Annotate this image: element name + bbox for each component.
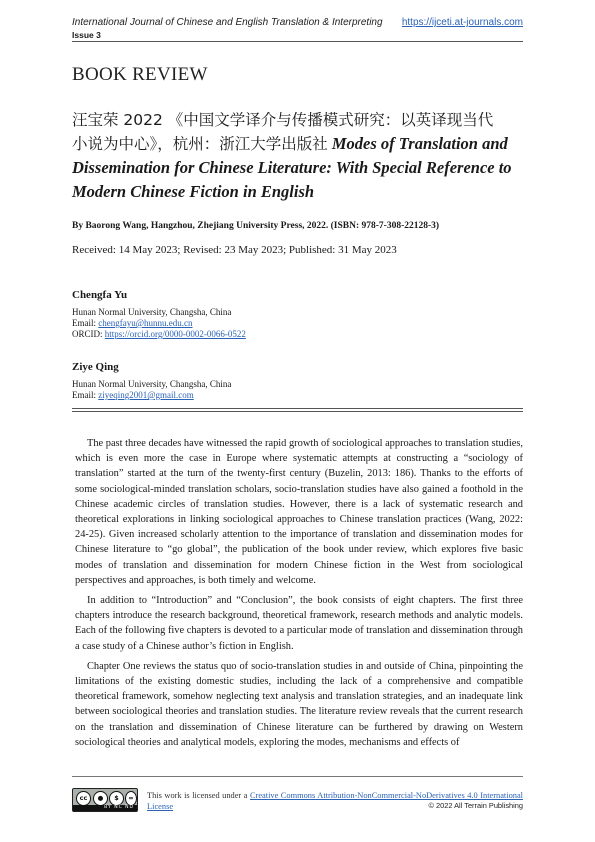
section-divider — [72, 408, 523, 412]
orcid-label: ORCID: — [72, 329, 103, 339]
body-paragraph: In addition to “Introduction” and “Conclusion”, the book consists of eight chapters. The first three chapters introduce the research background, theoretical framework, research methods and analytic models. Each of the following five chapters is devoted to a particular mode of translation and dissemination through a case study of a Chinese author’s fiction in English. — [75, 595, 523, 652]
journal-url-link[interactable]: https://ijceti.at-journals.com — [401, 17, 523, 28]
badge-strip: BY NC ND — [73, 805, 137, 811]
author-email-line — [72, 318, 246, 329]
journal-name: International Journal of Chinese and English Translation & Interpreting — [72, 17, 383, 28]
title-chinese-line-2: 小说为中心》，杭州：浙江大学出版社 — [72, 135, 328, 153]
issue-number: Issue 3 — [72, 30, 101, 40]
running-header — [72, 17, 523, 40]
email-label: Email: — [72, 318, 96, 328]
author-block — [72, 290, 246, 340]
book-citation: By Baorong Wang, Hangzhou, Zhejiang University Press, 2022. (ISBN: 978-7-308-22128-3) — [72, 221, 440, 231]
attribution-person-icon: ● — [93, 791, 108, 806]
title-chinese-line-1: 汪宝荣 2022 《中国文学译介与传播模式研究：以英译现当代 — [72, 111, 494, 129]
author-email-link[interactable]: ziyeqing2001@gmail.com — [98, 390, 194, 400]
author-email-line — [72, 390, 231, 401]
license-link[interactable]: Creative Commons Attribution-NonCommercial-NoDerivatives 4.0 International License — [147, 791, 523, 811]
article-dates: Received: 14 May 2023; Revised: 23 May 2023; Published: 31 May 2023 — [72, 244, 397, 256]
author-email-link[interactable]: chengfayu@hunnu.edu.cn — [98, 318, 193, 328]
body-paragraph: Chapter One reviews the status quo of socio-translation studies in and outside of China, pinpointing the limitations of the existing domestic studies, including the lack of a comprehensive and compatible theoretical framework, somehow neglecting text analysis and translation strategies, and an inadequate link between sociological theories and translation studies. The literature review reveals that the current research on the translation and dissemination of Chinese literature can be furthered by drawing on Western sociological theories and analytical models, exploring the modes, mechanisms and effects of — [75, 660, 523, 748]
author-name: Chengfa Yu — [72, 289, 128, 301]
license-prefix: This work is licensed under a — [147, 791, 248, 800]
article-title — [72, 108, 527, 204]
author-block — [72, 362, 231, 401]
footer-divider — [72, 776, 523, 777]
section-label: BOOK REVIEW — [72, 64, 208, 85]
copyright-notice: © 2022 All Terrain Publishing — [428, 801, 523, 810]
body-paragraph: The past three decades have witnessed the rapid growth of sociological approaches to translation studies, which is even more the case in Europe where systematic attempts at constructing a “sociology of translation” started at the turn of the twenty-first century (Buzelin, 2013: 186). Thanks to the efforts of some sociological-minded translation scholars, socio-translation studies have also gained a foothold in the Chinese academic circles of translation studies. However, there is a lack of systematic research and theoretical explorations in linking sociological approaches to Chinese translation practices (Wang, 2022: 24-25). Given increased scholarly attention to the importance of translation and dissemination modes for Chinese literature to “go global”, the publication of the book under review, which explores five basic modes of translation and dissemination for modern Chinese fiction in the West from sociological perspectives and approaches, is both timely and welcome. — [75, 438, 523, 586]
title-english: Modes of Translation and Dissemination for Chinese Literature: With Special Reference to Modern Chinese Fiction in English — [72, 134, 512, 201]
author-name: Ziye Qing — [72, 361, 119, 373]
author-orcid-link[interactable]: https://orcid.org/0000-0002-0066-0522 — [104, 329, 246, 339]
header-divider — [72, 41, 523, 42]
cc-license-badge-icon[interactable] — [72, 788, 138, 812]
article-body — [75, 436, 523, 750]
author-affiliation: Hunan Normal University, Changsha, China — [72, 307, 232, 317]
author-orcid-line — [72, 329, 246, 340]
noderivatives-equal-icon: = — [125, 791, 137, 806]
author-affiliation: Hunan Normal University, Changsha, China — [72, 379, 232, 389]
email-label: Email: — [72, 390, 96, 400]
cc-icon: cc — [76, 791, 91, 806]
noncommercial-dollar-icon: $ — [109, 791, 124, 806]
